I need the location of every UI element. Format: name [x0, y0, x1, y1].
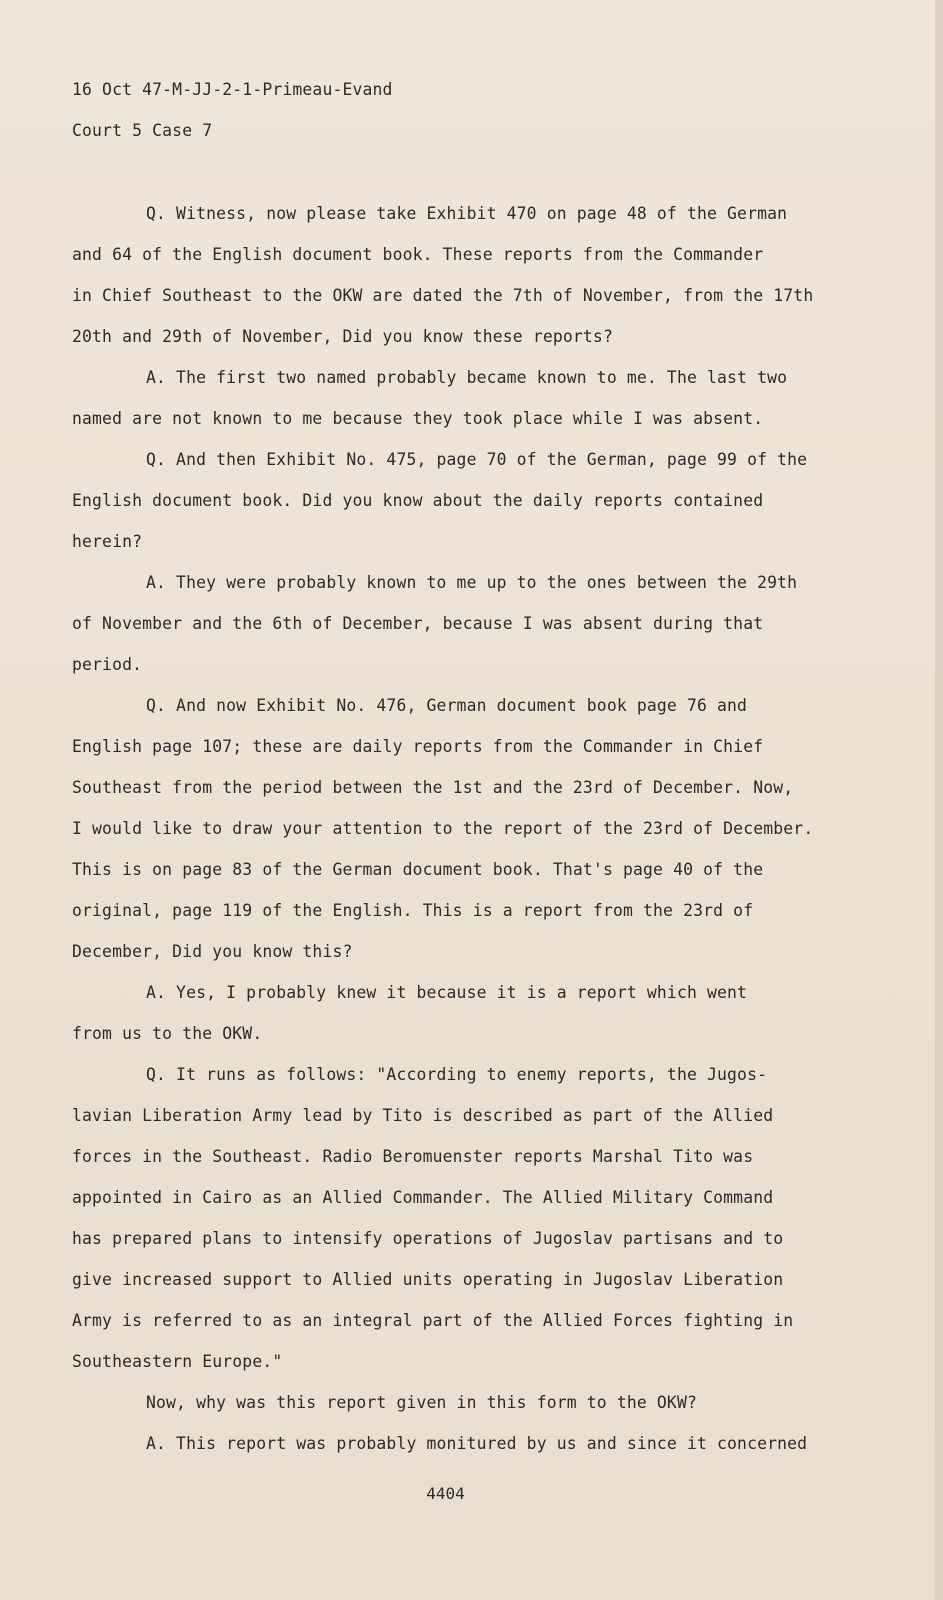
page-edge: [935, 0, 943, 1600]
text-line: A. This report was probably monitured by us and since it concerned: [146, 1434, 808, 1453]
text-line: from us to the OKW.: [72, 1024, 263, 1043]
text-line: Southeast from the period between the 1st and the 23rd of December. Now,: [72, 778, 794, 797]
text-line: Q. Witness, now please take Exhibit 470 on page 48 of the German: [146, 204, 788, 223]
text-line: This is on page 83 of the German document book. That's page 40 of the: [72, 860, 764, 879]
text-line: Army is referred to as an integral part of the Allied Forces fighting in: [72, 1311, 794, 1330]
text-line: named are not known to me because they took place while I was absent.: [72, 409, 764, 428]
text-line: A. The first two named probably became known to me. The last two: [146, 368, 788, 387]
text-line: Southeastern Europe.": [72, 1352, 283, 1371]
text-line: appointed in Cairo as an Allied Commander. The Allied Military Command: [72, 1188, 774, 1207]
text-line: in Chief Southeast to the OKW are dated the 7th of November, from the 17th: [72, 286, 814, 305]
text-line: has prepared plans to intensify operations of Jugoslav partisans and to: [72, 1229, 784, 1248]
text-line: forces in the Southeast. Radio Beromuenster reports Marshal Tito was: [72, 1147, 754, 1166]
text-line: lavian Liberation Army lead by Tito is described as part of the Allied: [72, 1106, 774, 1125]
text-line: English page 107; these are daily reports from the Commander in Chief: [72, 737, 764, 756]
text-line: Q. It runs as follows: "According to enemy reports, the Jugos-: [146, 1065, 768, 1084]
header-reference: 16 Oct 47-M-JJ-2-1-Primeau-Evand: [72, 80, 393, 99]
text-line: English document book. Did you know about the daily reports contained: [72, 491, 764, 510]
header-court: Court 5 Case 7: [72, 121, 213, 140]
text-line: 20th and 29th of November, Did you know these reports?: [72, 327, 613, 346]
text-line: A. They were probably known to me up to the ones between the 29th: [146, 573, 798, 592]
text-line: of November and the 6th of December, because I was absent during that: [72, 614, 764, 633]
text-line: I would like to draw your attention to the report of the 23rd of December.: [72, 819, 814, 838]
text-line: give increased support to Allied units operating in Jugoslav Liberation: [72, 1270, 784, 1289]
text-line: herein?: [72, 532, 143, 551]
text-line: Now, why was this report given in this form to the OKW?: [146, 1393, 697, 1412]
text-line: December, Did you know this?: [72, 942, 353, 961]
page-number: 4404: [426, 1484, 465, 1503]
text-line: and 64 of the English document book. These reports from the Commander: [72, 245, 764, 264]
text-line: original, page 119 of the English. This is a report from the 23rd of: [72, 901, 754, 920]
text-line: Q. And now Exhibit No. 476, German document book page 76 and: [146, 696, 748, 715]
text-line: period.: [72, 655, 143, 674]
text-line: Q. And then Exhibit No. 475, page 70 of the German, page 99 of the: [146, 450, 808, 469]
text-line: A. Yes, I probably knew it because it is a report which went: [146, 983, 748, 1002]
